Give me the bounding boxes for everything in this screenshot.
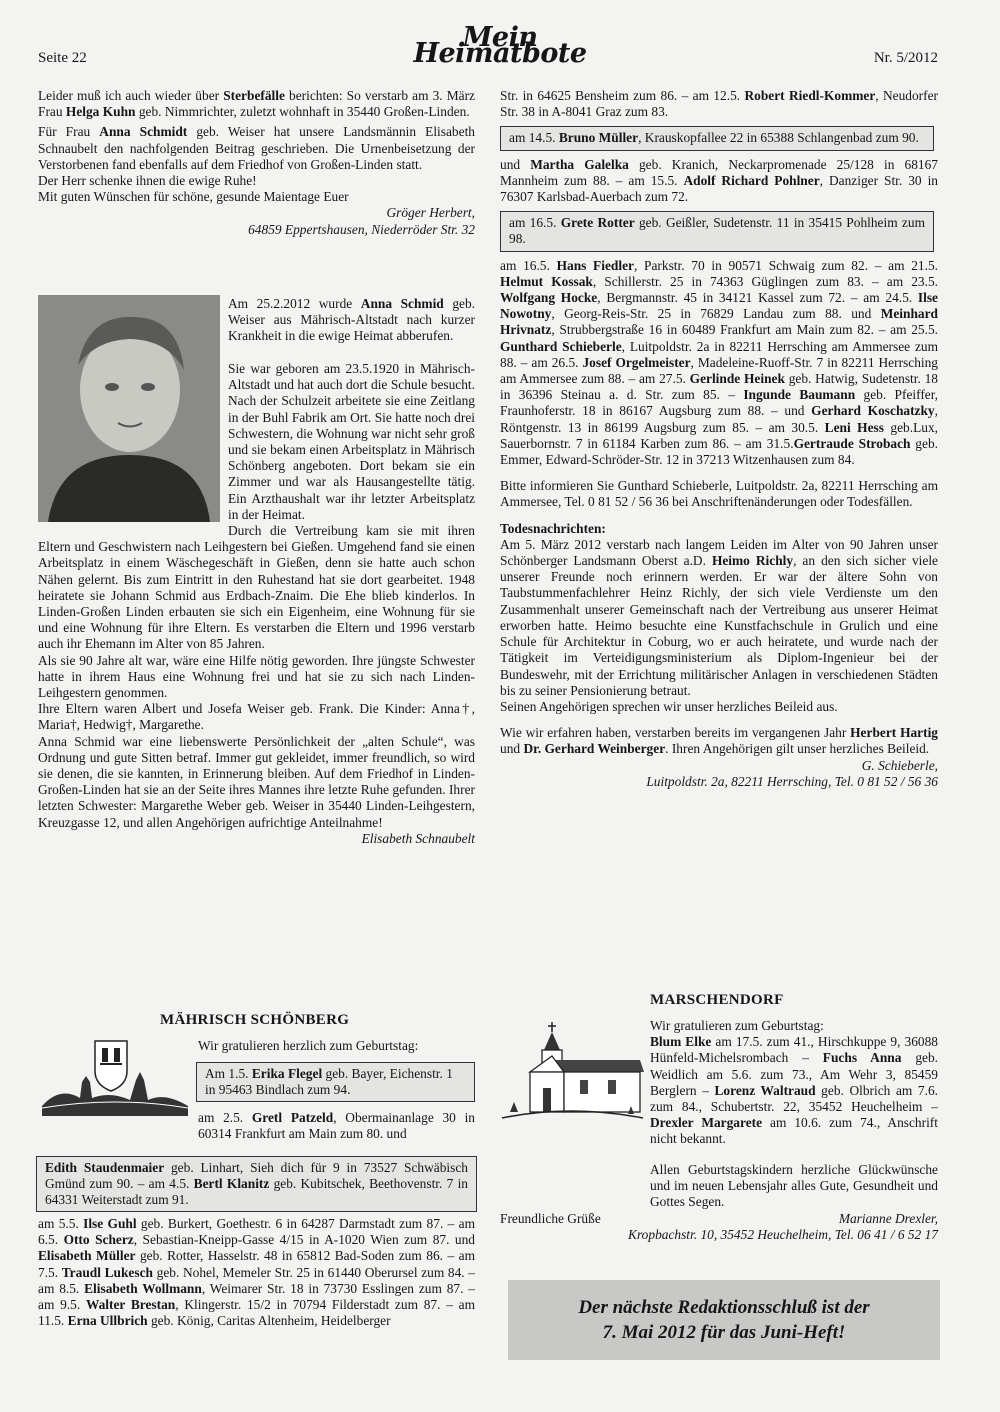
town-coat-of-arms-icon bbox=[40, 1036, 190, 1116]
obituary-body bbox=[38, 361, 475, 847]
birthday-list-right: am 16.5. Hans Fiedler, Parkstr. 70 in 90571 Schwaig zum 82. – am 21.5. Helmut Kossak, Schillerstr. 25 in 74363 Güglingen zum 83. – am 23.5. Wolfgang Hocke, Bergmannstr. 45 in 34121 Kassel zum 72. – am 24.5. Ilse Nowotny, Georg-Reis-Str. 25 in 76829 Landau zum 88. und Meinhard Hrivnatz, Strubbergstraße 16 in 60489 Frankfurt am Main zum 82. – am 25.5. Gunthard Schieberle, Luitpoldstr. 2a in 82211 Herrsching am Ammersee zum 88. – am 26.5. Josef Orgelmeister, Madeleine-Ruoff-Str. 7 in 82211 Herrsching am Ammersee zum 88. – am 27.5. Gerlinde Heinek geb. Hatwig, Sudetenstr. 18 in 36396 Steinau a. d. Str. zum 85. – Ingunde Baumann geb. Pfeiffer, Fraunhoferstr. 18 in 86167 Augsburg zum 88. – und Gerhard Koschatzky, Röntgenstr. 13 in 86199 Augsburg zum 85. – am 30.5. Leni Hess geb.Lux, Sauerbornstr. 7 in 61184 Karben zum 86. – am 31.5.Gertraude Strobach geb. Emmer, Edward-Schröder-Str. 12 in 37213 Witzenhausen zum 84. bbox=[500, 257, 939, 468]
contact-info: Bitte informieren Sie Gunthard Schieberle, Luitpoldstr. 2a, 82211 Herrsching am Ammersee, Tel. 0 81 52 / 56 36 bei Anschriftenänderungen oder Todesfällen. bbox=[500, 478, 938, 510]
deadline-line-2: 7. Mai 2012 für das Juni-Heft! bbox=[602, 1322, 846, 1343]
birthday-box-mueller: am 14.5. Bruno Müller, Krauskopfallee 22 in 65388 Schlangenbad zum 90. bbox=[500, 126, 934, 150]
right-column bbox=[500, 88, 938, 790]
birthday-box-rotter: am 16.5. Grete Rotter geb. Geißler, Sudetenstr. 11 in 35415 Pohlheim zum 98. bbox=[500, 211, 934, 251]
signature-name: Gröger Herbert, bbox=[386, 205, 475, 221]
condolence-line: Seinen Angehörigen sprechen wir unser herzliches Beileid aus. bbox=[500, 698, 838, 714]
deadline-line-1: Der nächste Redaktionsschluß ist der bbox=[578, 1297, 870, 1318]
birthday-box-flegel: Am 1.5. Erika Flegel geb. Bayer, Eichenstr. 1 in 95463 Bindlach zum 94. bbox=[196, 1062, 475, 1102]
schmidt-paragraph: Für Frau Anna Schmidt geb. Weiser hat unsere Landsmännin Elisabeth Schnaubelt den nachfolgenden Beitrag geschrieben. Die Urnenbeisetzung der Verstorbenen fand ebenfalls auf dem Friedhof von Großen-Linden statt. bbox=[38, 124, 475, 172]
death-notices-heading: Todesnachrichten: bbox=[500, 520, 606, 536]
death-notice-richly: Am 5. März 2012 verstarb nach langem Leiden im Alter von 90 Jahren unser Schönberger Landsmann Oberst a.D. Heimo Richly, an den sich sicher viele unserer Freunde noch erinnern werden. Er war der ältere Sohn von Taubstummenfachlehrer Heinz Richly, der sich viele Verdienste um den Zusammenhalt unserer Gemeinschaft nach der Vertreibung aus unserer Heimat erworben hatte. Heimo besuchte eine Kunstfachschule in Grulich und eine Schule für Architektur in Coburg, wo er auch heiratete, und wurde nach der Tätigkeit im Verteidigungsministerium als Diplom-Ingenieur bei der Bundeswehr, mit der Errichtung militärischer Anlagen in verschiedenen Städten bis zu seiner Pensionierung betraut. bbox=[500, 536, 938, 698]
obituary-author: Elisabeth Schnaubelt bbox=[361, 830, 475, 846]
page-number: Seite 22 bbox=[38, 50, 87, 66]
death-notice-hartig: Wie wir erfahren haben, verstarben bereits im vergangenen Jahr Herbert Hartig und Dr. Gerhard Weinberger. Ihren Angehörigen gilt unser herzliches Beileid. bbox=[500, 725, 939, 757]
marschendorf-signature: Marianne Drexler, bbox=[838, 1210, 938, 1226]
right-signature-address: Luitpoldstr. 2a, 82211 Herrsching, Tel. 0 81 52 / 56 36 bbox=[646, 773, 938, 789]
left-column-top bbox=[38, 88, 475, 238]
birthday-box-staudenmaier: Edith Staudenmaier geb. Linhart, Sieh dich für 9 in 73527 Schwäbisch Gmünd zum 90. – am 4.5. Bertl Klanitz geb. Kubitschek, Beethovenstr. 7 in 64331 Weiterstadt zum 91. bbox=[36, 1156, 477, 1212]
ms-birthday-list: am 5.5. Ilse Guhl geb. Burkert, Goethestr. 6 in 64287 Darmstadt zum 87. – am 6.5. Otto Scherz, Sebastian-Kneipp-Gasse 4/15 in A-1020 Wien zum 87. und Elisabeth Müller geb. Rotter, Hasselstr. 48 in 65812 Bad-Soden zum 86. – am 7.5. Traudl Lukesch geb. Nohel, Memeler Str. 25 in 61440 Oberursel zum 84. – am 8.5. Elisabeth Wollmann, Weimarer Str. 18 in 73730 Esslingen zum 87. – am 9.5. Walter Brestan, Klingerstr. 15/2 in 70794 Filderstadt zum 87. – am 11.5. Erna Ullbrich geb. König, Caritas Altenheim, Heidelberger bbox=[38, 1216, 476, 1329]
marschendorf-address: Kropbachstr. 10, 35452 Heuchelheim, Tel. 06 41 / 6 52 17 bbox=[628, 1226, 938, 1242]
signature-address: 64859 Eppertshausen, Niederröder Str. 32 bbox=[248, 221, 475, 237]
wishes-line: Mit guten Wünschen für schöne, gesunde Maientage Euer bbox=[38, 189, 349, 205]
marschendorf-closing bbox=[500, 1162, 938, 1243]
marschendorf-birthdays: Blum Elke am 17.5. zum 41., Hirschkuppe 9, 36088 Hünfeld-Michelsrombach – Fuchs Anna geb. Weidlich am 5.6. zum 73., Am Wehr 3, 85459 Berglern – Lorenz Waltraud geb. Olbrich am 7.6. zum 84., Schubertstr. 22, 35452 Heuchelheim – Drexler Margarete am 10.6. zum 74., Anschrift nicht bekannt. bbox=[650, 1034, 939, 1147]
greeting: Freundliche Grüße bbox=[500, 1210, 601, 1226]
ms-after-box: am 2.5. Gretl Patzeld, Obermainanlage 30 in 60314 Frankfurt am Main zum 80. und bbox=[198, 1110, 475, 1142]
editorial-deadline-notice bbox=[508, 1280, 940, 1360]
section-heading-marschendorf: MARSCHENDORF bbox=[650, 992, 784, 1008]
marschendorf-wishes: Allen Geburtstagskindern herzliche Glückwünsche und im neuen Lebensjahr alles Gute, Gesundheit und Gottes Segen. bbox=[650, 1162, 938, 1210]
right-signature-name: G. Schieberle, bbox=[861, 757, 938, 773]
obituary-later-years: Als sie 90 Jahre alt war, wäre eine Hilfe nötig geworden. Ihre jüngste Schwester hatte in ihrem Haus eine Wohnung frei und hat sie zu sich nach Linden-Leihgestern genommen. bbox=[38, 652, 475, 701]
obituary-lead: Am 25.2.2012 wurde Anna Schmid geb. Weiser aus Mährisch-Altstadt nach kurzer Krankheit in die ewige Heimat abberufen. bbox=[228, 296, 476, 344]
obituary-beside-photo bbox=[228, 296, 475, 345]
intro-paragraph: Leider muß ich auch wieder über Sterbefälle berichten: So verstarb am 3. März Frau Helga Kuhn geb. Nimmrichter, zuletzt wohnhaft in 35440 Großen-Linden. bbox=[38, 88, 475, 120]
marschendorf-column bbox=[650, 1018, 938, 1148]
chapel-drawing-icon bbox=[500, 1020, 645, 1120]
masthead-logo: Mein Heimatbote bbox=[413, 22, 587, 70]
section-heading-maehrisch-schoenberg: MÄHRISCH SCHÖNBERG bbox=[160, 1012, 350, 1028]
obituary-tribute: Anna Schmid war eine liebenswerte Persönlichkeit der „alten Schule“, was Ordnung und gute Sitten betraf. Immer gut gekleidet, immer freundlich, so wird sie denen, die sie kannten, in Erinnerung bleiben. Auf dem Friedhof in Linden-Großen-Linden hat sie an der Seite ihres Mannes ihre letzte Ruhe gefunden. Ihrer letzten Schwester: Margarethe Weber geb. Weiser in 35440 Linden-Leihgestern, Kreuzgasse 12, und allen Angehörigen aufrichtige Anteilnahme! bbox=[38, 733, 475, 830]
blessing-line: Der Herr schenke ihnen die ewige Ruhe! bbox=[38, 173, 257, 189]
obituary-family: Ihre Eltern waren Albert und Josefa Weiser geb. Frank. Die Kinder: Anna†, Maria†, Hedwig†, Margarethe. bbox=[38, 701, 475, 733]
birthday-riedl: Str. in 64625 Bensheim zum 86. – am 12.5. Robert Riedl-Kommer, Neudorfer Str. 38 in A-8041 Graz zum 83. bbox=[500, 88, 938, 120]
birthday-galelka: und Martha Galelka geb. Kranich, Neckarpromenade 25/128 in 68167 Mannheim zum 88. – am 15.5. Adolf Richard Pohlner, Danziger Str. 30 in 76307 Karlsbad-Auerbach zum 72. bbox=[500, 156, 938, 205]
marschendorf-intro: Wir gratulieren zum Geburtstag: bbox=[650, 1018, 824, 1033]
obituary-expulsion: Durch die Vertreibung kam sie mit ihren Eltern und Geschwistern nach Leihgestern bei Gießen. Umgehend fand sie einen Arbeitsplatz in einem Wäschegeschäft in Gießen, denn sie hatte auch schon Nähen gelernt. Bis zum Eintritt in den Ruhestand hat sie dort gearbeitet. 1948 heiratete sie Johann Schmid aus Erdbach-Znaim. Die Ehe blieb kinderlos. In Linden-Großen Linden erbauten sie sich ein Eigenheim, eine Wohnung für sie und eine Wohnung für ihre Eltern. Es verstarben die Eltern und 1996 verstarb auch ihr Ehemann im Alter von 85 Jahren. bbox=[38, 523, 475, 652]
ms-intro: Wir gratulieren herzlich zum Geburtstag: bbox=[198, 1038, 419, 1053]
issue-number: Nr. 5/2012 bbox=[873, 50, 938, 66]
obituary-biography: Sie war geboren am 23.5.1920 in Mährisch-Altstadt und hat auch dort die Schule besucht. Nach der Schulzeit arbeitete sie eine Zeitlang in der Buhl Fabrik am Ort. Sie hatte noch drei Schwestern, die Wohnung war nicht sehr groß und sie bekam einen Arbeitsplatz in Mährisch Schönberg angeboten. Dort bekam sie ein Zimmer und war als Hausangestellte tätig. Ein Arzthaushalt war ihr letzter Arbeitsplatz in der Heimat. bbox=[228, 361, 475, 522]
